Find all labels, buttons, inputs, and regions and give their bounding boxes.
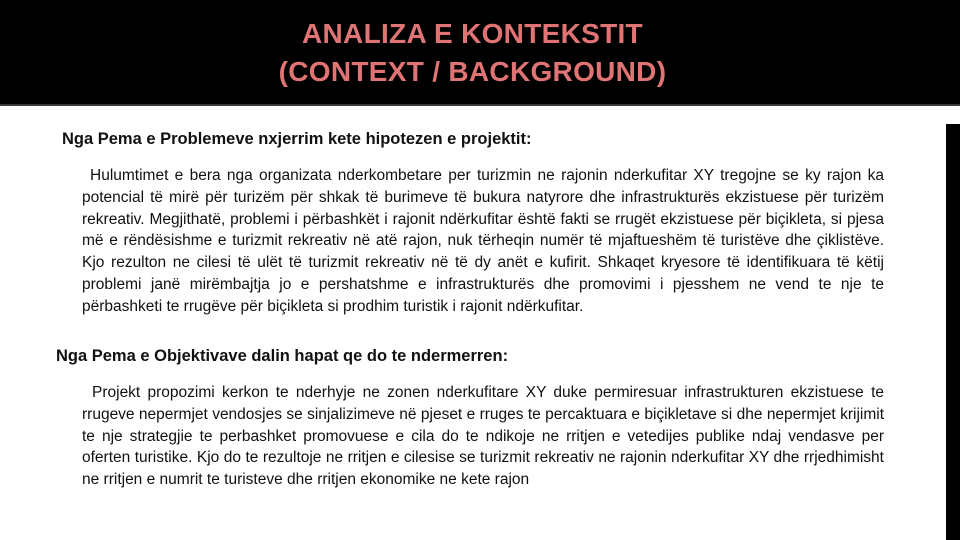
- section2-heading: Nga Pema e Objektivave dalin hapat qe do te ndermerren:: [56, 347, 509, 365]
- section1-paragraph: Hulumtimet e bera nga organizata nderkombetare per turizmin ne rajonin nderkufitar XY tregojne se ky rajon ka potencial të mirë për turizëm për shkak të burimeve të bukura natyrore dhe infrastrukturës ekzistuese për turizëm rekreativ. Megjithatë, problemi i përbashkët i rajonit ndërkufitar është fakti se rrugët ekzistuese për biçikleta, si pjesa më e rëndësishme e turizmit rekreativ në atë rajon, nuk tërheqin numër të mjaftueshëm të turistëve dhe çiklistëve. Kjo rezulton ne cilesi të ulët të turizmit rekreativ në të dy anët e kufirit. Shkaqet kryesore të identifikuara të këtij problemi janë mirëmbajtja jo e pershatshme e infrastrukturës dhe promovimi i pjesshem ne vend te nje te përbashketi te rrugëve për biçikleta si prodhim turistik i rajonit ndërkufitar.: [82, 167, 884, 315]
- slide-title-line-2: (CONTEXT / BACKGROUND): [278, 56, 667, 87]
- title-bar: [0, 0, 960, 106]
- section1-heading: Nga Pema e Problemeve nxjerrim kete hipotezen e projektit:: [62, 130, 532, 148]
- right-edge-bar: [946, 124, 960, 540]
- slide-title-line-1: ANALIZA E KONTEKSTIT: [302, 18, 643, 49]
- slide-title: [0, 15, 945, 91]
- section2-paragraph: Projekt propozimi kerkon te nderhyje ne zonen nderkufitare XY duke permiresuar infrastrukturen ekzistuese te rrugeve nepermjet vendosjes se sinjalizimeve në pjeset e rruges te percaktuara e biçikletave si dhe nepermjet krijimit te nje strategjie te perbashket promovuese e cila do te ndikoje ne rritjen e vetedijes publike ndaj vendasve per oferten turistike. Kjo do te rezultoje ne rritjen e cilesise se turizmit rekreativ ne rajonin nderkufitar XY dhe rrjedhimisht ne rritjen e numrit te turisteve dhe rritjen ekonomike ne kete rajon: [82, 384, 884, 489]
